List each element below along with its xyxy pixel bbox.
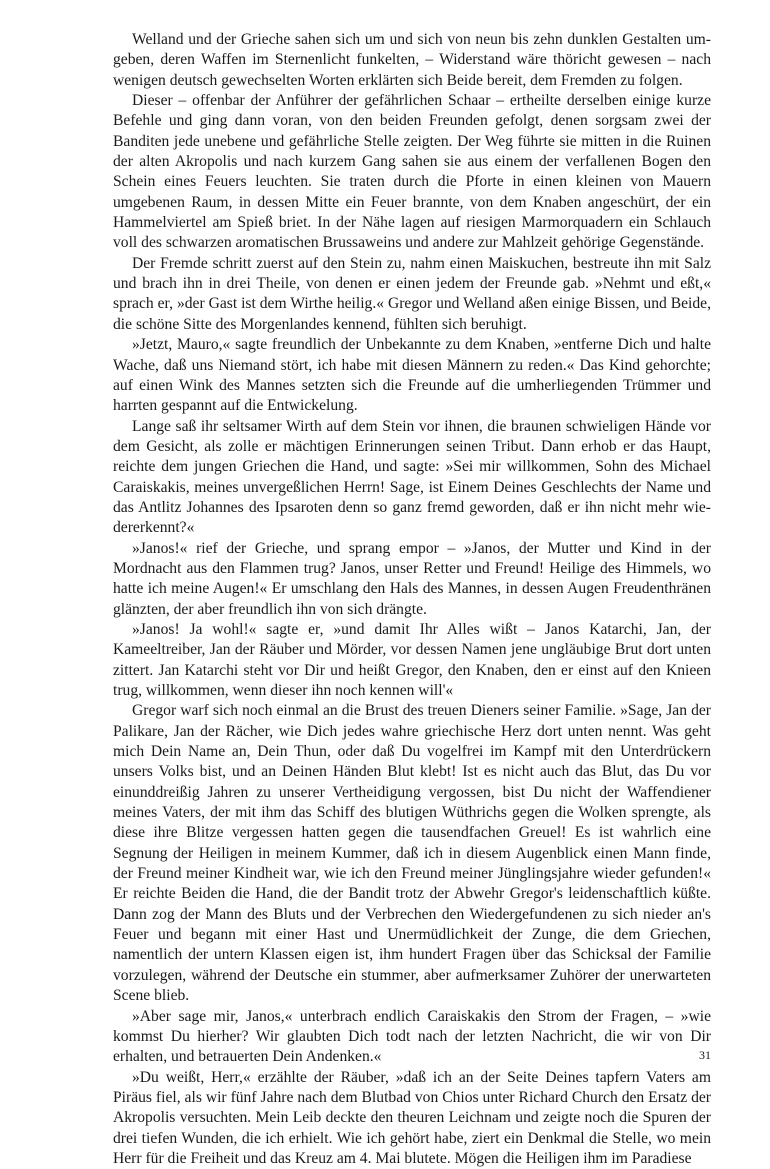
paragraph: Dieser – offenbar der Anführer der gefährlichen Schaar – ertheilte derselben einige kurze Befehle und ging dann voran, von den beiden Freunden gefolgt, denen sorgsam zwei der Banditen jede unebene und gefährliche Stelle zeigten. Der Weg führte sie mitten in die Ruinen der alten Akropolis und nach kurzem Gang sahen sie aus einem der verfallenen Bogen den Schein eines Feuers leuchten. Sie traten durch die Pforte in einen kleinen von Mauern umgebenen Raum, in dessen Mitte ein Feuer brannte, von dem Knaben angeschürt, der ein Hammelviertel am Spieß briet. In der Nähe lagen auf riesigen Marmorquadern ein Schlauch voll des schwarzen aromatischen Brussaweins und andere zur Mahlzeit gehörige Gegenstände. xyxy=(113,92,711,252)
paragraph: »Janos!« rief der Grieche, und sprang empor – »Janos, der Mutter und Kind in der Mordnacht aus den Flammen trug? Janos, unser Retter und Freund! Heilige des Himmels, wo hatte ich meine Augen!« Er umschlang den Hals des Mannes, in dessen Augen Freudenthränen glänzten, der aber freundlich ihn von sich drängte. xyxy=(113,539,711,618)
paragraph: »Jetzt, Mauro,« sagte freundlich der Unbekannte zu dem Knaben, »entferne Dich und halte Wache, daß uns Niemand stört, ich habe mit diesen Männern zu reden.« Das Kind gehorchte; auf einen Wink des Mannes setzten sich die Freunde auf die umherliegenden Trümmer und harrten gespannt auf die Entwickelung. xyxy=(113,336,711,415)
paragraph: »Janos! Ja wohl!« sagte er, »und damit Ihr Alles wißt – Janos Katarchi, Jan, der Kameeltreiber, Jan der Räuber und Mörder, vor dessen Namen jene ungläubige Brut dort unten zittert. Jan Katarchi steht vor Dir und heißt Gregor, den Knaben, den er einst auf den Knieen trug, willkommen, wenn dieser ihn noch kennen will'« xyxy=(113,620,711,699)
paragraph: Gregor warf sich noch einmal an die Brust des treuen Dieners seiner Familie. »Sage, Jan der Palikare, Jan der Rächer, wie Dich jedes wahre griechische Herz dort unten nennt. Was geht mich Dein Name an, Dein Thun, oder daß Du vogelfrei im Kampf mit den Unterdrückern unsers Volks bist, und an Deinen Händen Blut klebt! Ist es nicht auch das Blut, das Du vor einunddreißig Jahren zu unserer Vertheidigung vergossen, bist Du nicht der Waffendiener meines Vaters, der mit ihm das Schiff des blutigen Wüthrichs gegen die Wolken sprengte, als diese ihre Blitze vergessen hatten gegen die tausendfachen Greuel! Es ist wahrlich eine Segnung der Heiligen in meinem Kummer, daß ich in diesem Augenblick einen Mann finde, der Freund meiner Kindheit war, wie ich den Freund meiner Jünglingsjahre wieder gefunden!« Er reichte Beiden die Hand, die der Bandit trotz der Abwehr Gregor's leidenschaftlich küßte. Dann zog der Mann des Bluts und der Verbrechen den Wiedergefundenen zu sich nieder an's Feuer und begann mit einer Hast und Unermüdlichkeit der Zunge, die dem Griechen, namentlich der untern Klassen eigen ist, ihm hundert Fragen über das Schicksal der Familie vorzulegen, während der Deutsche ein stummer, aber aufmerksamer Zuhörer der unerwarteten Scene blieb. xyxy=(113,702,711,1005)
paragraph: »Du weißt, Herr,« erzählte der Räuber, »daß ich an der Seite Deines tapfern Vaters am Piräus fiel, als wir fünf Jahre nach dem Blutbad von Chios unter Richard Church den Ersatz der Akropolis versuchten. Mein Leib deckte den theuren Leichnam und zeigte noch die Spuren der drei tiefen Wunden, die ich erhielt. Wie ich gehört habe, ziert ein Denkmal die Stelle, wo mein Herr für die Freiheit und das Kreuz am 4. Mai blutete. Mögen die Heiligen ihm im Paradiese xyxy=(113,1068,711,1167)
page-body xyxy=(113,30,711,1169)
paragraph: Lange saß ihr seltsamer Wirth auf dem Stein vor ihnen, die braunen schwieligen Hände vor dem Gesicht, als zolle er mächtigen Erinnerungen seinen Tribut. Dann erhob er das Haupt, reichte dem jungen Griechen die Hand, und sagte: »Sei mir willkommen, Sohn des Michael Caraiskakis, meines unvergeßlichen Herrn! Sage, ist Einem Deines Geschlechts der Name und das Antlitz Johannes des Ipsaroten denn so ganz fremd geworden, daß er ihn nicht mehr wiedererkennt?« xyxy=(113,417,711,537)
paragraph: Der Fremde schritt zuerst auf den Stein zu, nahm einen Maiskuchen, bestreute ihn mit Salz und brach ihn in drei Theile, von denen er einen jedem der Freunde gab. »Nehmt und eßt,« sprach er, »der Gast ist dem Wirthe heilig.« Gregor und Welland aßen einige Bissen, und Beide, die schöne Sitte des Morgenlandes kennend, fühlten sich beruhigt. xyxy=(113,254,711,333)
paragraph: »Aber sage mir, Janos,« unterbrach endlich Caraiskakis den Strom der Fragen, – »wie kommst Du hierher? Wir glaubten Dich todt nach der letzten Nachricht, die wir von Dir erhalten, und betrauerten Dein Andenken.« xyxy=(113,1007,711,1066)
page-number: 31 xyxy=(699,1048,711,1062)
paragraph: Welland und der Grieche sahen sich um und sich von neun bis zehn dunklen Gestalten umgeben, deren Waffen im Sternenlicht funkelten, – Widerstand wäre thöricht gewesen – nach wenigen deutsch gewechselten Worten erklärten sich Beide bereit, dem Fremden zu folgen. xyxy=(113,31,711,89)
